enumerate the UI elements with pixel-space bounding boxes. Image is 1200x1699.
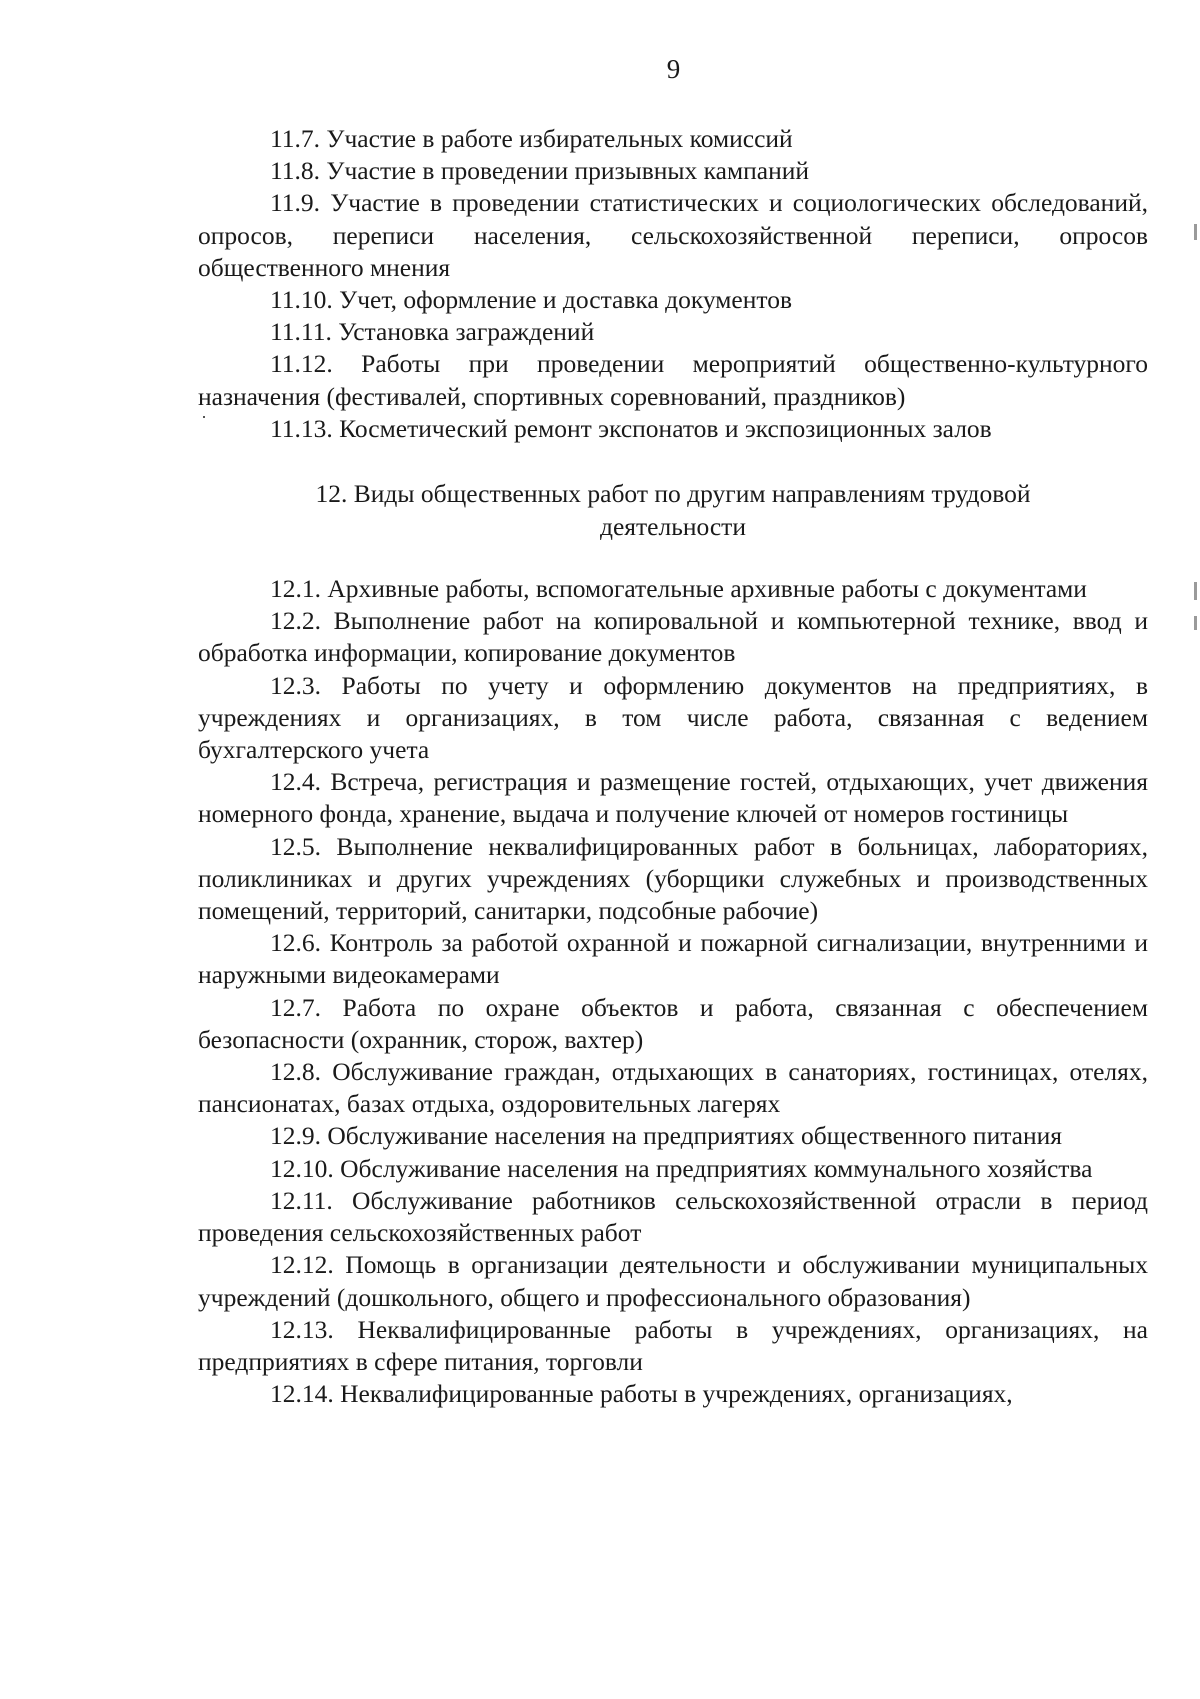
list-item-12-5: 12.5. Выполнение неквалифицированных работ в больницах, лабораториях, поликлиниках и других учреждениях (уборщики служебных и производственных помещений, территорий, санитарки, подсобные рабочие)	[198, 831, 1148, 926]
list-item-12-10: 12.10. Обслуживание населения на предприятиях коммунального хозяйства	[270, 1153, 1093, 1183]
list-item-12-6: 12.6. Контроль за работой охранной и пожарной сигнализации, внутренними и наружными видеокамерами	[198, 928, 1148, 990]
list-item-11-8: 11.8. Участие в проведении призывных кампаний	[270, 156, 810, 186]
list-item-12-12: 12.12. Помощь в организации деятельности и обслуживании муниципальных учреждений (дошкольного, общего и профессионального образования)	[198, 1250, 1148, 1312]
list-item-12-11: 12.11. Обслуживание работников сельскохозяйственной отрасли в период проведения сельскохозяйственных работ	[198, 1185, 1148, 1248]
list-item-12-2: 12.2. Выполнение работ на копировальной и компьютерной технике, ввод и обработка информации, копирование документов	[198, 606, 1148, 668]
document-body	[198, 123, 1148, 1410]
list-item-12-8: 12.8. Обслуживание граждан, отдыхающих в санаториях, гостиницах, отелях, пансионатах, базах отдыха, оздоровительных лагерях	[198, 1057, 1148, 1119]
list-item-12-7: 12.7. Работа по охране объектов и работа, связанная с обеспечением безопасности (охранник, сторож, вахтер)	[198, 992, 1148, 1054]
list-item-11-13: 11.13. Косметический ремонт экспонатов и экспозиционных залов	[270, 413, 992, 443]
section-12-heading-line2: деятельности	[600, 512, 746, 542]
scan-margin-mark	[1194, 582, 1197, 600]
list-item-12-9: 12.9. Обслуживание населения на предприятиях общественного питания	[270, 1121, 1063, 1151]
section-12-heading	[198, 477, 1148, 543]
list-item-11-9: 11.9. Участие в проведении статистических и социологических обследований, опросов, переписи населения, сельскохозяйственной переписи, опросов общественного мнения	[198, 188, 1148, 282]
list-item-12-4: 12.4. Встреча, регистрация и размещение гостей, отдыхающих, учет движения номерного фонда, хранение, выдача и получение ключей от номеров гостиницы	[198, 767, 1148, 829]
list-item-11-11: 11.11. Установка заграждений	[270, 317, 595, 347]
list-item-11-10: 11.10. Учет, оформление и доставка документов	[270, 285, 792, 315]
list-item-11-12: 11.12. Работы при проведении мероприятий общественно-культурного назначения (фестивалей, спортивных соревнований, праздников)	[198, 349, 1148, 411]
scan-margin-mark	[1194, 616, 1197, 630]
list-item-12-1: 12.1. Архивные работы, вспомогательные архивные работы с документами	[270, 574, 1087, 604]
list-item-11-7: 11.7. Участие в работе избирательных комиссий	[270, 124, 793, 153]
list-item-12-14: 12.14. Неквалифицированные работы в учреждениях, организациях,	[270, 1379, 1013, 1409]
page-number: 9	[666, 54, 681, 84]
list-item-12-3: 12.3. Работы по учету и оформлению документов на предприятиях, в учреждениях и организациях, в том числе работа, связанная с ведением бухгалтерского учета	[198, 670, 1148, 765]
scan-margin-mark	[1194, 224, 1197, 240]
list-item-12-13: 12.13. Неквалифицированные работы в учреждениях, организациях, на предприятиях в сфере питания, торговли	[198, 1314, 1148, 1376]
section-12-heading-line1: 12. Виды общественных работ по другим направлениям трудовой	[315, 479, 1031, 509]
